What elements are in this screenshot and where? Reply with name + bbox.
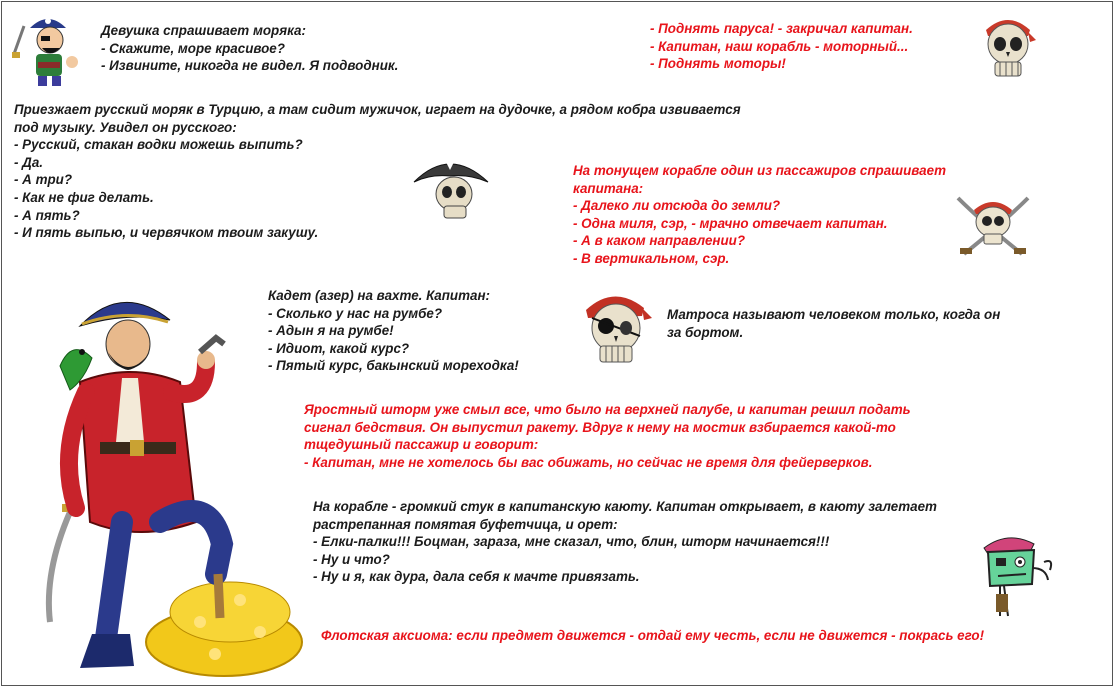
joke-storm: [304, 401, 911, 471]
joke-line: - Капитан, мне не хотелось бы вас обижать, но сейчас не время для фейерверков.: [304, 454, 873, 470]
skull-bandana-icon: [980, 12, 1036, 84]
joke-line: - Да.: [14, 154, 44, 170]
joke-sinking-ship: [573, 162, 946, 268]
joke-line: Приезжает русский моряк в Турцию, а там сидит мужичок, играет на дудочке, а рядом кобра извивается: [14, 102, 741, 117]
joke-line: На корабле - громкий стук в капитанскую каюту. Капитан открывает, в каюту залетает: [313, 499, 937, 514]
joke-line: - Одна миля, сэр, - мрачно отвечает капитан.: [573, 215, 888, 231]
joke-line: Флотская аксиома: если предмет движется - отдай ему честь, если не движется - покрась его!: [321, 628, 985, 643]
joke-line: - Как не фиг делать.: [14, 189, 154, 205]
joke-line: капитана:: [573, 180, 644, 196]
joke-line: - И пять выпью, и червячком твоим закушу.: [14, 225, 319, 241]
zombie-pirate-icon: [974, 528, 1064, 620]
joke-line: - А пять?: [14, 207, 80, 223]
pirate-with-sword-icon: [8, 8, 96, 90]
joke-line: - Елки-палки!!! Боцман, зараза, мне сказал, что, блин, шторм начинается!!!: [313, 534, 830, 550]
joke-line: - Ну и что?: [313, 551, 390, 567]
joke-line: - Сколько у нас на румбе?: [268, 305, 443, 321]
joke-line: - Извините, никогда не видел. Я подводник.: [101, 58, 399, 74]
joke-line: - А в каком направлении?: [573, 233, 746, 249]
joke-line: - А три?: [14, 172, 73, 188]
joke-line: - В вертикальном, сэр.: [573, 250, 730, 266]
joke-line: - Скажите, море красивое?: [101, 40, 285, 56]
skull-captain-hat-icon: [410, 152, 492, 224]
joke-line: На тонущем корабле один из пассажиров спрашивает: [573, 163, 946, 178]
joke-line: за бортом.: [667, 324, 744, 340]
joke-line: под музыку. Увидел он русского:: [14, 119, 237, 135]
joke-line: - Русский, стакан водки можешь выпить?: [14, 137, 303, 153]
joke-line: Яростный шторм уже смыл все, что было на верхней палубе, и капитан решил подать: [304, 402, 911, 417]
joke-line: тщедушный пассажир и говорит:: [304, 437, 539, 453]
joke-overboard: [667, 306, 1000, 341]
joke-raise-sails: [650, 20, 913, 73]
joke-line: - Поднять паруса! - закричал капитан.: [650, 21, 913, 36]
joke-line: - Капитан, наш корабль - моторный...: [650, 38, 909, 54]
joke-line: Кадет (азер) на вахте. Капитан:: [268, 288, 491, 303]
joke-line: - Далеко ли отсюда до земли?: [573, 198, 781, 214]
joke-axiom: [321, 627, 984, 645]
joke-line: - Идиот, какой курс?: [268, 340, 410, 356]
joke-line: Матроса называют человеком только, когда он: [667, 307, 1001, 322]
joke-line: сигнал бедствия. Он выпустил ракету. Вдруг к нему на мостик взбирается какой-то: [304, 419, 896, 435]
joke-sailor-sea: [101, 22, 398, 75]
joke-cabin: [313, 498, 937, 586]
joke-line: - Ну и я, как дура, дала себя к мачте привязать.: [313, 569, 640, 585]
joke-line: - Поднять моторы!: [650, 56, 786, 72]
joke-line: Девушка спрашивает моряка:: [101, 23, 306, 38]
skull-eyepatch-icon: [578, 284, 654, 368]
skull-crossed-swords-icon: [952, 188, 1034, 262]
joke-line: - Пятый курс, бакынский мореходка!: [268, 358, 519, 374]
joke-line: растрепанная помятая буфетчица, и орет:: [313, 516, 618, 532]
pirate-captain-on-gold-illustration: [10, 282, 306, 682]
joke-line: - Адын я на румбе!: [268, 323, 394, 339]
